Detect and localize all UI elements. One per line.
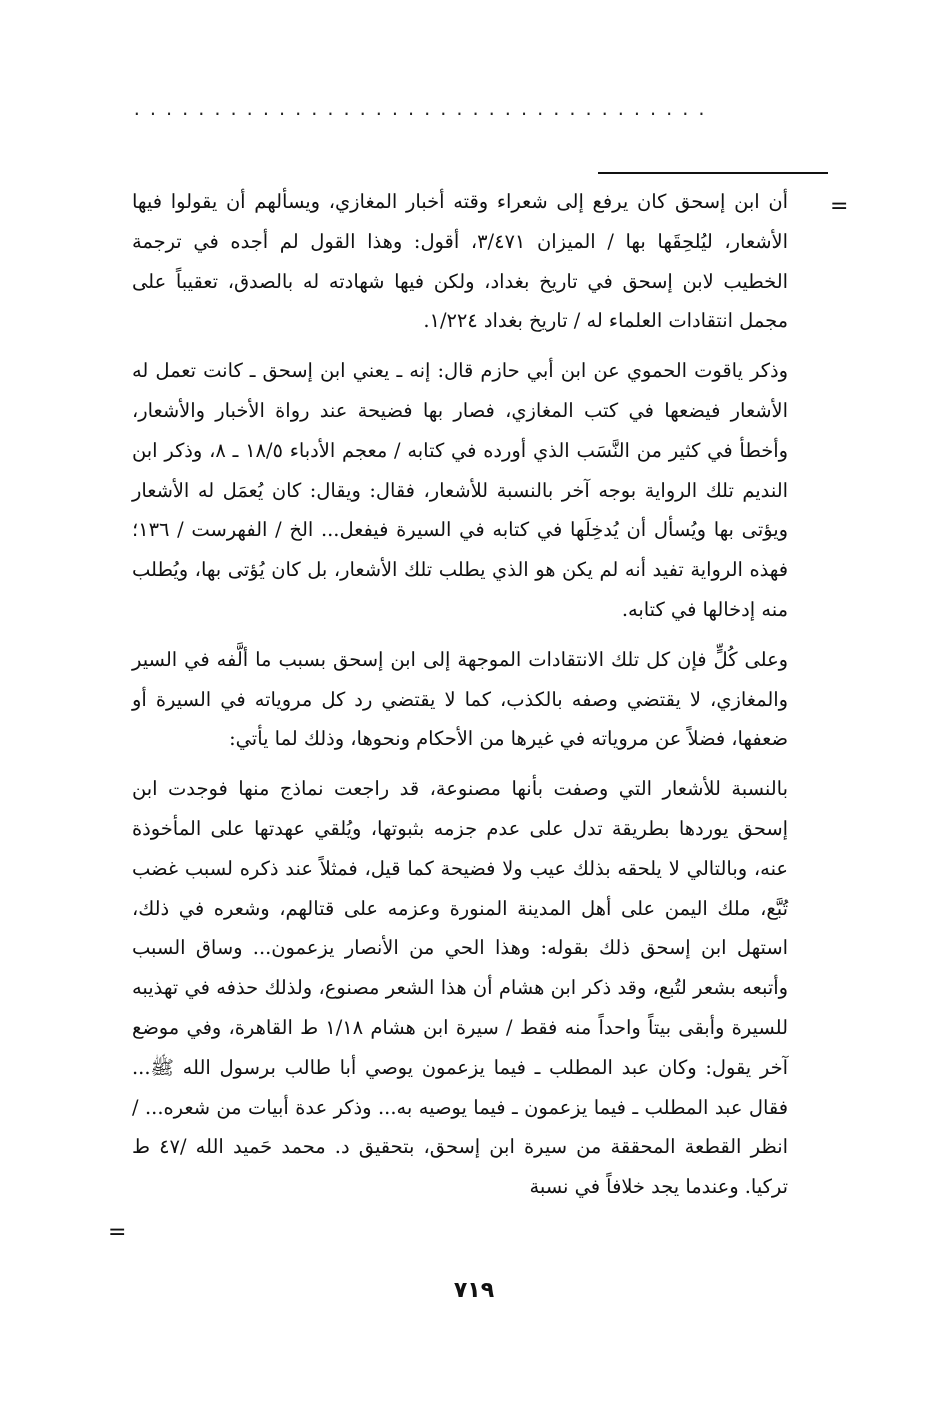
footnote-paragraph: أن ابن إسحق كان يرفع إلى شعراء وقته أخبار المغازي، ويسألهم أن يقولوا فيها الأشعار، ليُلحِقَها بها / الميزان ٣/٤٧١، أقول: وهذا القول لم أجده في ترجمة الخطيب لابن إسحق في تاريخ بغداد، ولكن فيها شهادته له بالصدق، تعقيباً على مجمل انتقادات العلماء له / تاريخ بغداد ١/٢٢٤.: [132, 190, 788, 333]
continuation-mark-bottom: =: [108, 1220, 127, 1245]
continuation-mark-top: =: [830, 194, 849, 219]
footnote-paragraph: وذكر ياقوت الحموي عن ابن أبي حازم قال: إنه ـ يعني ابن إسحق ـ كانت تعمل له الأشعار فيضعها في كتب المغازي، فصار بها فضيحة عند رواة الأخبار والأشعار، وأخطأ في كثير من النَّسَب الذي أورده في كتابه / معجم الأدباء ١٨/٥ ـ ٨، وذكر ابن النديم تلك الرواية بوجه آخر بالنسبة للأشعار، فقال: ويقال: كان يُعمَل له الأشعار ويؤتى بها ويُسأل أن يُدخِلَها في كتابه في السيرة فيفعل... الخ / الفهرست / ١٣٦؛ فهذه الرواية تفيد أنه لم يكن هو الذي يطلب تلك الأشعار، بل كان يُؤتى بها، ويُطلب منه إدخالها في كتابه.: [132, 359, 788, 621]
footnote-text: [132, 182, 788, 1217]
footnote-paragraph: وعلى كُلٍّ فإن كل تلك الانتقادات الموجهة إلى ابن إسحق بسبب ما ألَّفه في السير والمغازي، لا يقتضي وصفه بالكذب، كما لا يقتضي رد كل مروياته في السيرة أو ضعفها، فضلاً عن مروياته في غيرها من الأحكام ونحوها، وذلك لما يأتي:: [132, 647, 788, 751]
page-number: ٧١٩: [453, 1278, 495, 1303]
header-dotted-separator: ....................................: [132, 100, 713, 119]
footnote-separator-line: [598, 172, 828, 174]
footnote-paragraph: بالنسبة للأشعار التي وصفت بأنها مصنوعة، قد راجعت نماذج منها فوجدت ابن إسحق يوردها بطريقة تدل على عدم جزمه بثبوتها، ويُلقي عهدتها على المأخوذة عنه، وبالتالي لا يلحقه بذلك عيب ولا فضيحة كما قيل، فمثلاً عند ذكره لسبب غضب تُبَّع، ملك اليمن على أهل المدينة المنورة وعزمه على قتالهم، وشعره في ذلك، استهل ابن إسحق ذلك بقوله: وهذا الحي من الأنصار يزعمون... وساق السبب وأتبعه بشعر لتُبع، وقد ذكر ابن هشام أن هذا الشعر مصنوع، ولذلك حذفه في تهذيبه للسيرة وأبقى بيتاً واحداً منه فقط / سيرة ابن هشام ١/١٨ ط القاهرة، وفي موضع آخر يقول: وكان عبد المطلب ـ فيما يزعمون يوصي أبا طالب برسول الله ﷺ... فقال عبد المطلب ـ فيما يزعمون ـ فيما يوصيه به... وذكر عدة أبيات من شعره... / انظر القطعة المحققة من سيرة ابن إسحق، بتحقيق د. محمد حَميد الله /٤٧ ط تركيا. وعندما يجد خلافاً في نسبة: [132, 777, 788, 1199]
